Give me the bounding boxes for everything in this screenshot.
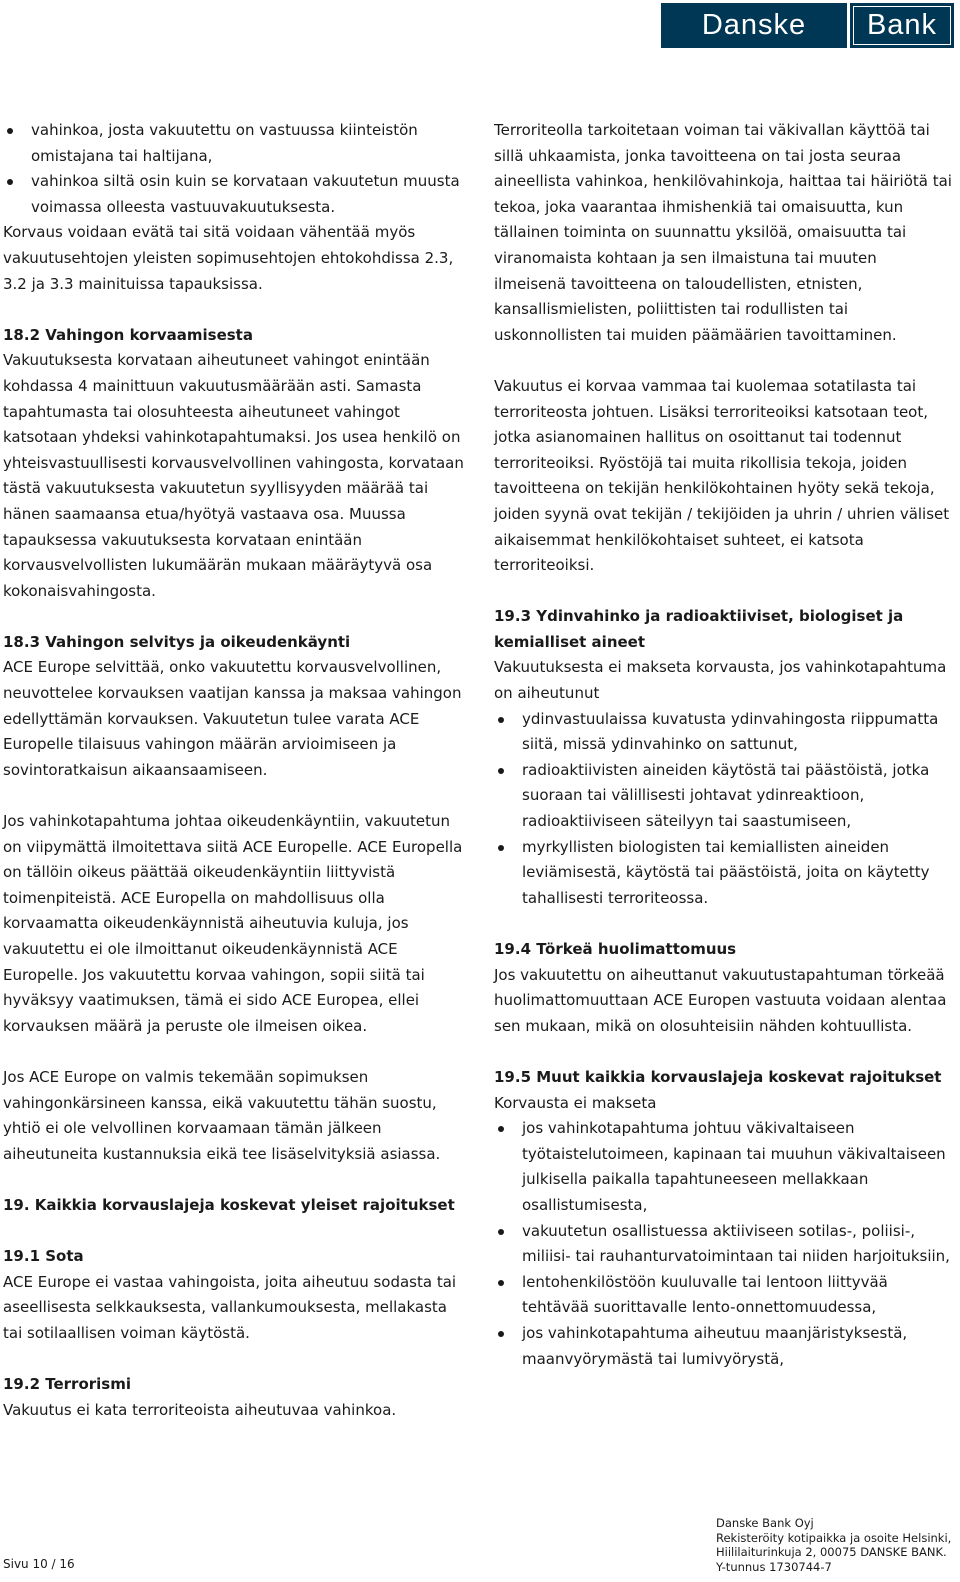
company-address xyxy=(716,1516,951,1574)
danske-bank-logo xyxy=(661,3,954,48)
list-item: vahinkoa siltä osin kuin se korvataan vakuutetun muusta voimassa olleesta vastuuvakuutuksesta. xyxy=(3,169,465,220)
section-body: ACE Europe ei vastaa vahingoista, joita aiheutuu sodasta tai aseellisesta selkkauksesta, vallankumouksesta, mellakasta tai sotilaallisen voiman käytöstä. xyxy=(3,1272,457,1342)
section-body: Korvausta ei makseta xyxy=(494,1093,657,1112)
logo-bank-text: Bank xyxy=(850,3,954,48)
paragraph-terror-definition: Terroriteolla tarkoitetaan voiman tai väkivallan käyttöä tai sillä uhkaamista, jonka tavoitteena on tai josta seuraa aineellista vahinkoa, henkilövahinkoja, haittaa tai häiriötä tai tekoa, joka vaarantaa ihmishenkiä tai omaisuutta, kun tällainen toiminta on suunnattu yksilöä, omaisuutta tai viranomaista kohtaan ja sen ilmaistuna tai muuten ilmeisenä tavoitteena on taloudellisten, etnisten, kansallismielisten, poliittisten tai rodullisten tai uskonnollisten tai muiden päämäärien tavoittaminen. xyxy=(494,121,952,344)
paragraph-18-3b: Jos vahinkotapahtuma johtaa oikeudenkäyntiin, vakuutetun on viipymättä ilmoitettava siitä ACE Europelle. ACE Europella on tällöin oikeus päättää oikeudenkäyntiin liittyvistä toimenpiteistä. ACE Europella on mahdollisuus olla korvaamatta oikeudenkäynnistä aiheutuvia kuluja, jos vakuutettu ei ole ilmoittanut oikeudenkäynnistä ACE Europelle. Jos vakuutettu korvaa vahingon, sopii siitä tai hyväksyy vaatimuksen, tämä ei sido ACE Europea, ellei korvauksen määrä ja peruste ole ilmeisen oikea. xyxy=(3,812,463,1035)
company-name: Danske Bank Oyj xyxy=(716,1516,814,1530)
section-body: Vakuutus ei kata terroriteoista aiheutuvaa vahinkoa. xyxy=(3,1400,397,1419)
section-heading: 19.2 Terrorismi xyxy=(3,1375,131,1394)
paragraph-terror-injury: Vakuutus ei korvaa vammaa tai kuolemaa sotatilasta tai terroriteosta johtuen. Lisäksi terroriteoiksi katsotaan teot, jotka asianomainen hallitus on osoittanut tai todennut terroriteoiksi. Ryöstöjä tai muita rikollisia tekoja, joiden tavoitteena on tekijän henkilökohtainen hyöty sekä tekoja, joiden syynä ovat tekijän / tekijöiden ja uhrin / uhrien väliset aikaisemmat henkilökohtaiset suhteet, ei katsota terroriteoiksi. xyxy=(494,376,950,575)
list-item: jos vahinkotapahtuma aiheutuu maanjäristyksestä, maanvyörymästä tai lumivyörystä, xyxy=(494,1321,952,1372)
paragraph-korvaus: Korvaus voidaan evätä tai sitä voidaan vähentää myös vakuutusehtojen yleisten sopimusehtojen ehtokohdissa 2.3, 3.2 ja 3.3 mainituissa tapauksissa. xyxy=(3,223,454,293)
section-heading: 19.1 Sota xyxy=(3,1247,84,1266)
section-heading: 19.5 Muut kaikkia korvauslajeja koskevat rajoitukset xyxy=(494,1067,942,1086)
section-body: ACE Europe selvittää, onko vakuutettu korvausvelvollinen, neuvottelee korvauksen vaatijan kanssa ja maksaa vahingon edellyttämän korvauksen. Vakuutetun tulee varata ACE Europelle tilaisuus vahingon määrän arvioimiseen ja sovintoratkaisun aikaansaamiseen. xyxy=(3,658,462,779)
intro-bullet-list xyxy=(3,118,465,220)
section-19-3 xyxy=(494,604,952,911)
list-item: radioaktiivisten aineiden käytöstä tai päästöistä, jotka suoraan tai välillisesti johtavat ydinreaktioon, radioaktiiviseen säteilyyn tai saastumiseen, xyxy=(494,758,952,835)
section-19-2 xyxy=(3,1372,465,1423)
logo-danske-text: Danske xyxy=(661,3,847,48)
section-body: Jos vakuutettu on aiheuttanut vakuutustapahtuman törkeää huolimattomuuttaan ACE Europen vastuuta voidaan alentaa sen mukaan, mikä on olosuhteisiin nähden kohtuullista. xyxy=(494,965,947,1035)
section-body: Vakuutuksesta ei makseta korvausta, jos vahinkotapahtuma on aiheutunut xyxy=(494,658,947,703)
list-item: vahinkoa, josta vakuutettu on vastuussa kiinteistön omistajana tai haltijana, xyxy=(3,118,465,169)
section-heading: 18.3 Vahingon selvitys ja oikeudenkäynti xyxy=(3,632,351,651)
list-item: myrkyllisten biologisten tai kemiallisten aineiden leviämisestä, käytöstä tai päästöistä, joita on käytetty tahallisesti terroriteossa. xyxy=(494,835,952,912)
list-item: ydinvastuulaissa kuvatusta ydinvahingosta riippumatta siitä, missä ydinvahinko on sattunut, xyxy=(494,707,952,758)
section-body: Vakuutuksesta korvataan aiheutuneet vahingot enintään kohdassa 4 mainittuun vakuutusmäärään asti. Samasta tapahtumasta tai olosuhteesta aiheutuneet vahingot katsotaan yhdeksi vahinkotapahtumaksi. Jos usea henkilö on yhteisvastuullisesti korvausvelvollinen vahingosta, korvataan tästä vakuutuksesta vakuutetun syyllisyyden määrää tai hänen saamaansa etua/hyötyä vastaava osa. Muussa tapauksessa vakuutuksesta korvataan enintään korvausvelvollisten lukumäärän mukaan määräytyvä osa kokonaisvahingosta. xyxy=(3,351,464,600)
section-heading: 19.4 Törkeä huolimattomuus xyxy=(494,940,737,958)
section-19-1 xyxy=(3,1244,465,1346)
section-19-4 xyxy=(494,937,952,1039)
section-heading-19: 19. Kaikkia korvauslajeja koskevat yleiset rajoitukset xyxy=(3,1195,455,1214)
section-19-5 xyxy=(494,1065,952,1372)
section-18-2 xyxy=(3,323,465,605)
section-18-3 xyxy=(3,630,465,784)
list-item: jos vahinkotapahtuma johtuu väkivaltaiseen työtaistelutoimeen, kapinaan tai muuhun väkivaltaiseen julkisella paikalla tapahtuneeseen mellakkaan osallistumisesta, xyxy=(494,1116,952,1218)
bullet-list xyxy=(494,707,952,912)
left-column xyxy=(3,118,465,1449)
business-id: Y-tunnus 1730744-7 xyxy=(716,1559,832,1574)
list-item: lentohenkilöstöön kuuluvalle tai lentoon liittyvää tehtävää suorittavalle lento-onnettomuudessa, xyxy=(494,1270,952,1321)
section-heading: 19.3 Ydinvahinko ja radioaktiiviset, biologiset ja kemialliset aineet xyxy=(494,607,904,651)
list-item: vakuutetun osallistuessa aktiiviseen sotilas-, poliisi-, miliisi- tai rauhanturvatoimintaan tai niiden harjoituksiin, xyxy=(494,1219,952,1270)
street-address: Hiililaiturinkuja 2, 00075 DANSKE BANK. xyxy=(716,1545,947,1559)
page-number: Sivu 10 / 16 xyxy=(3,1557,75,1571)
paragraph-18-3c: Jos ACE Europe on valmis tekemään sopimuksen vahingonkärsineen kanssa, eikä vakuutettu tähän suostu, yhtiö ei ole velvollinen korvaamaan tämän jälkeen aiheutuneita kustannuksia eikä tee lisäselvityksiä asiassa. xyxy=(3,1067,441,1163)
registered-office: Rekisteröity kotipaikka ja osoite Helsinki, xyxy=(716,1530,952,1545)
bullet-list xyxy=(494,1116,952,1372)
right-column xyxy=(494,118,952,1398)
section-heading: 18.2 Vahingon korvaamisesta xyxy=(3,325,253,344)
